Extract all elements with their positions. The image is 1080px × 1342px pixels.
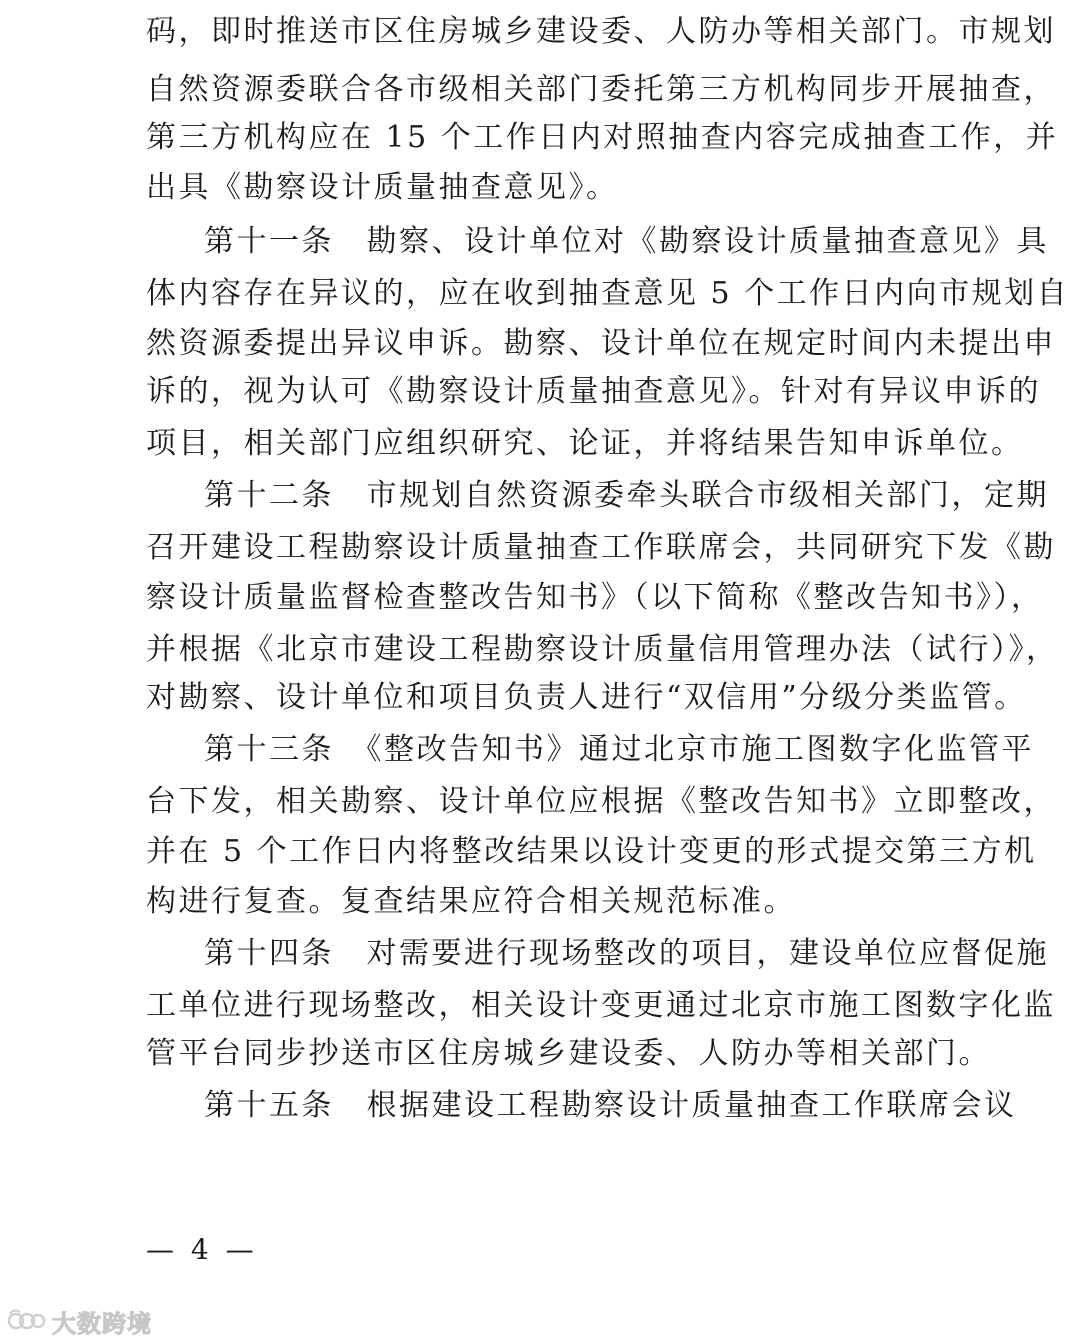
watermark <box>6 1303 152 1339</box>
page-number: — 4 — <box>146 1233 258 1266</box>
body-text-line: 出具《勘察设计质量抽查意见》。 <box>146 170 619 205</box>
body-text-line: 诉的，视为认可《勘察设计质量抽查意见》。针对有异议申诉的 <box>146 374 1041 409</box>
body-text-line: 构进行复查。复查结果应符合相关规范标准。 <box>146 884 796 919</box>
watermark-logo-icon <box>6 1306 46 1336</box>
body-text-line: 对勘察、设计单位和项目负责人进行“双信用”分级分类监管。 <box>146 680 1027 715</box>
article-14-heading-line: 第十四条 对需要进行现场整改的项目，建设单位应督促施 <box>204 936 1049 971</box>
body-text-line: 第三方机构应在 15 个工作日内对照抽查内容完成抽查工作，并 <box>146 120 1059 155</box>
body-text-line: 码，即时推送市区住房城乡建设委、人防办等相关部门。市规划 <box>146 14 1056 49</box>
body-text-line: 台下发，相关勘察、设计单位应根据《整改告知书》立即整改， <box>146 784 1056 819</box>
body-text-line: 管平台同步抄送市区住房城乡建设委、人防办等相关部门。 <box>146 1036 991 1071</box>
body-text-line: 工单位进行现场整改，相关设计变更通过北京市施工图数字化监 <box>146 988 1056 1023</box>
body-text-line: 自然资源委联合各市级相关部门委托第三方机构同步开展抽查， <box>146 72 1056 107</box>
body-text-line: 体内容存在异议的，应在收到抽查意见 5 个工作日内向市规划自 <box>146 276 1070 311</box>
article-13-heading-line: 第十三条 《整改告知书》通过北京市施工图数字化监管平 <box>204 732 1034 767</box>
article-15-heading-line: 第十五条 根据建设工程勘察设计质量抽查工作联席会议 <box>204 1088 1017 1123</box>
watermark-text: 大数跨境 <box>52 1309 152 1338</box>
article-11-heading-line: 第十一条 勘察、设计单位对《勘察设计质量抽查意见》具 <box>204 224 1049 259</box>
body-text-line: 并根据《北京市建设工程勘察设计质量信用管理办法（试行）》， <box>146 632 1059 667</box>
body-text-line: 然资源委提出异议申诉。勘察、设计单位在规定时间内未提出申 <box>146 326 1056 361</box>
body-text-line: 并在 5 个工作日内将整改结果以设计变更的形式提交第三方机 <box>146 834 1037 869</box>
body-text-line: 察设计质量监督检查整改告知书》（以下简称《整改告知书》）， <box>146 580 1044 615</box>
body-text-line: 项目，相关部门应组织研究、论证，并将结果告知申诉单位。 <box>146 426 1024 461</box>
body-text-line: 召开建设工程勘察设计质量抽查工作联席会，共同研究下发《勘 <box>146 530 1056 565</box>
article-12-heading-line: 第十二条 市规划自然资源委牵头联合市级相关部门，定期 <box>204 478 1049 513</box>
